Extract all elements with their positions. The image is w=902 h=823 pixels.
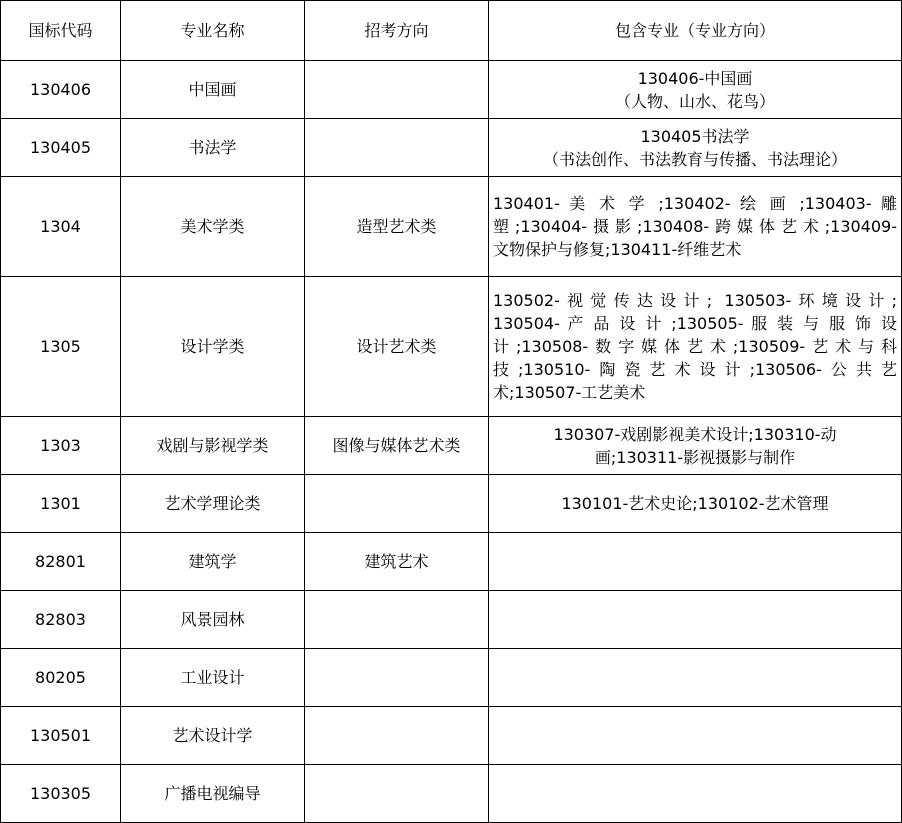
includes-line: （人物、山水、花鸟）	[614, 91, 775, 111]
includes-line: 130405书法学	[640, 126, 750, 146]
includes-line: 画;130311-影视摄影与制作	[594, 447, 796, 467]
direction-cell: 图像与媒体艺术类	[305, 417, 489, 475]
code-cell: 80205	[1, 649, 121, 707]
direction-cell	[305, 61, 489, 119]
direction-cell	[305, 765, 489, 823]
includes-cell	[489, 61, 902, 119]
table-row	[1, 765, 902, 823]
includes-cell	[489, 119, 902, 177]
table-row	[1, 119, 902, 177]
table-row	[1, 61, 902, 119]
code-cell: 130501	[1, 707, 121, 765]
includes-line: 130307-戏剧影视美术设计;130310-动	[553, 424, 837, 444]
includes-cell	[489, 591, 902, 649]
includes-cell	[489, 177, 902, 277]
includes-cell	[489, 533, 902, 591]
includes-line: 计;130508-数字媒体艺术;130509-艺术与科	[493, 337, 897, 356]
name-cell: 建筑学	[121, 533, 305, 591]
name-cell: 艺术学理论类	[121, 475, 305, 533]
table-row	[1, 533, 902, 591]
name-cell: 艺术设计学	[121, 707, 305, 765]
direction-cell: 设计艺术类	[305, 277, 489, 417]
name-cell: 工业设计	[121, 649, 305, 707]
code-cell: 130405	[1, 119, 121, 177]
includes-line: 130401- 美 术 学 ;130402- 绘 画 ;130403- 雕	[493, 194, 897, 213]
code-cell: 1305	[1, 277, 121, 417]
includes-cell	[489, 277, 902, 417]
includes-cell	[489, 475, 902, 533]
direction-cell: 造型艺术类	[305, 177, 489, 277]
header-direction: 招考方向	[305, 1, 489, 61]
includes-cell	[489, 707, 902, 765]
table-row	[1, 707, 902, 765]
code-cell: 1304	[1, 177, 121, 277]
name-cell: 广播电视编导	[121, 765, 305, 823]
includes-line: 术;130507-工艺美术	[493, 383, 646, 402]
name-cell: 风景园林	[121, 591, 305, 649]
direction-cell	[305, 707, 489, 765]
table-row	[1, 417, 902, 475]
direction-cell	[305, 649, 489, 707]
table-row	[1, 591, 902, 649]
header-name: 专业名称	[121, 1, 305, 61]
direction-cell	[305, 475, 489, 533]
code-cell: 130305	[1, 765, 121, 823]
name-cell: 设计学类	[121, 277, 305, 417]
includes-cell	[489, 417, 902, 475]
name-cell: 美术学类	[121, 177, 305, 277]
table-row	[1, 277, 902, 417]
header-row	[1, 1, 902, 61]
includes-line: （书法创作、书法教育与传播、书法理论）	[542, 149, 847, 169]
name-cell: 中国画	[121, 61, 305, 119]
includes-line: 塑;130404-摄影;130408-跨媒体艺术;130409-	[493, 217, 897, 236]
includes-line: 130504- 产 品 设 计 ;130505- 服 装 与 服 饰 设	[493, 314, 897, 333]
code-cell: 82803	[1, 591, 121, 649]
table-row	[1, 475, 902, 533]
includes-line: 130101-艺术史论;130102-艺术管理	[561, 494, 829, 513]
includes-line: 130406-中国画	[637, 68, 753, 88]
name-cell: 书法学	[121, 119, 305, 177]
includes-line: 技;130510-陶瓷艺术设计;130506-公共艺	[493, 360, 897, 379]
header-includes: 包含专业（专业方向）	[489, 1, 902, 61]
direction-cell: 建筑艺术	[305, 533, 489, 591]
code-cell: 130406	[1, 61, 121, 119]
includes-cell	[489, 649, 902, 707]
table-row	[1, 649, 902, 707]
includes-line: 130502-视觉传达设计; 130503-环境设计;	[493, 291, 897, 310]
code-cell: 82801	[1, 533, 121, 591]
code-cell: 1301	[1, 475, 121, 533]
direction-cell	[305, 591, 489, 649]
table-row	[1, 177, 902, 277]
includes-cell	[489, 765, 902, 823]
header-code: 国标代码	[1, 1, 121, 61]
includes-line: 文物保护与修复;130411-纤维艺术	[493, 240, 742, 259]
direction-cell	[305, 119, 489, 177]
name-cell: 戏剧与影视学类	[121, 417, 305, 475]
code-cell: 1303	[1, 417, 121, 475]
